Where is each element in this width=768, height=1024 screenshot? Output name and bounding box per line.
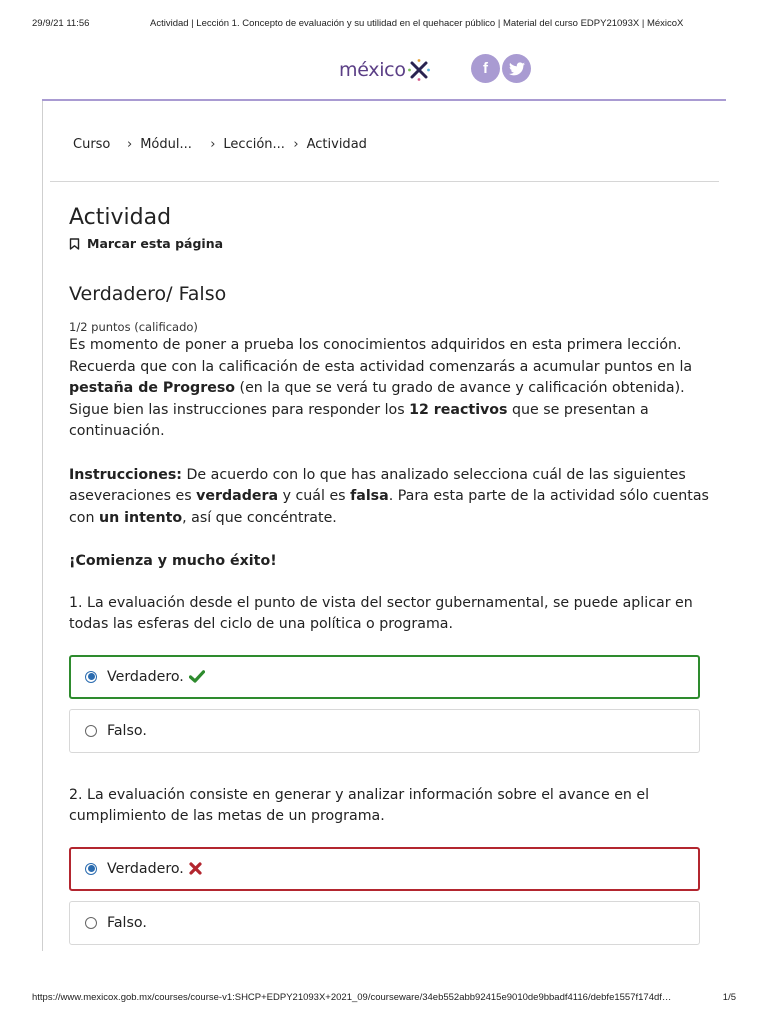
mexicox-logo[interactable] [339, 58, 431, 82]
content-left-border [42, 101, 43, 951]
mexicox-x-logo-icon [407, 58, 431, 82]
radio-selected[interactable] [85, 671, 97, 683]
instructions-paragraph: Instrucciones: De acuerdo con lo que has analizado selecciona cuál de las siguientes aseveraciones es verdadera y cuál es falsa. Para esta parte de la actividad sólo cuentas con un intento, así que concéntrate. [69, 466, 709, 526]
points-label: 1/2 puntos (calificado) [69, 320, 198, 334]
intro-paragraph: Es momento de poner a prueba los conocimientos adquiridos en esta primera lección. Recuerda que con la calificación de esta actividad comenzarás a acumular puntos en la pestaña de Progreso (en la que se verá tu grado de avance y calificación obtenida). Sigue bien las instrucciones para responder los 12 reactivos que se presentan a continuación. [69, 337, 693, 439]
breadcrumb-activity: Actividad [306, 137, 367, 152]
breadcrumb-module[interactable]: Módul... [140, 137, 192, 152]
print-header [32, 18, 736, 29]
question-2-text: 2. La evaluación consiste en generar y analizar información sobre el avance en el cumplimiento de las metas de un programa. [69, 786, 650, 824]
chevron-right-icon: › [293, 137, 299, 152]
check-icon [189, 670, 205, 683]
site-header [0, 54, 768, 88]
breadcrumb-course[interactable]: Curso [73, 137, 111, 152]
breadcrumb-divider [50, 181, 719, 182]
breadcrumb [73, 137, 367, 152]
twitter-bird-icon [509, 62, 525, 76]
page-title: Actividad [69, 205, 172, 230]
main-content [69, 200, 709, 945]
encouragement-text: ¡Comienza y mucho éxito! [69, 553, 277, 569]
bookmark-label: Marcar esta página [87, 236, 224, 251]
option-label: Verdadero. [107, 668, 184, 685]
chevron-right-icon: › [210, 137, 216, 152]
radio-unselected[interactable] [85, 725, 97, 737]
header-divider [42, 99, 726, 101]
twitter-icon[interactable] [502, 54, 531, 83]
print-url: https://www.mexicox.gob.mx/courses/course-v1:SHCP+EDPY21093X+2021_09/courseware/34eb552abb92415e9010de9bbadf4116/debfe1557f174df… [32, 992, 672, 1003]
chevron-right-icon: › [127, 137, 133, 152]
q1-option-falso[interactable] [69, 709, 700, 753]
section-title: Verdadero/ Falso [69, 283, 227, 305]
q1-option-verdadero[interactable] [69, 655, 700, 699]
breadcrumb-lesson[interactable]: Lección... [223, 137, 285, 152]
facebook-icon[interactable]: f [471, 54, 500, 83]
bookmark-button[interactable] [69, 236, 709, 251]
question-1-options [69, 655, 709, 753]
print-footer [32, 992, 736, 1003]
question-2-options [69, 847, 709, 945]
print-page-number: 1/5 [722, 992, 736, 1003]
logo-text: méxico [339, 59, 406, 81]
option-label: Falso. [107, 722, 147, 739]
radio-selected[interactable] [85, 863, 97, 875]
q2-option-falso[interactable] [69, 901, 700, 945]
social-links [471, 54, 531, 83]
option-label: Verdadero. [107, 860, 184, 877]
question-1-text: 1. La evaluación desde el punto de vista del sector gubernamental, se puede aplicar en todas las esferas del ciclo de una política o programa. [69, 594, 693, 632]
cross-icon [189, 862, 202, 875]
option-label: Falso. [107, 914, 147, 931]
print-date: 29/9/21 11:56 [32, 18, 90, 29]
print-title: Actividad | Lección 1. Concepto de evaluación y su utilidad en el quehacer público | Material del curso EDPY21093X | MéxicoX [150, 18, 684, 29]
radio-unselected[interactable] [85, 917, 97, 929]
bookmark-icon [69, 238, 80, 250]
q2-option-verdadero[interactable] [69, 847, 700, 891]
